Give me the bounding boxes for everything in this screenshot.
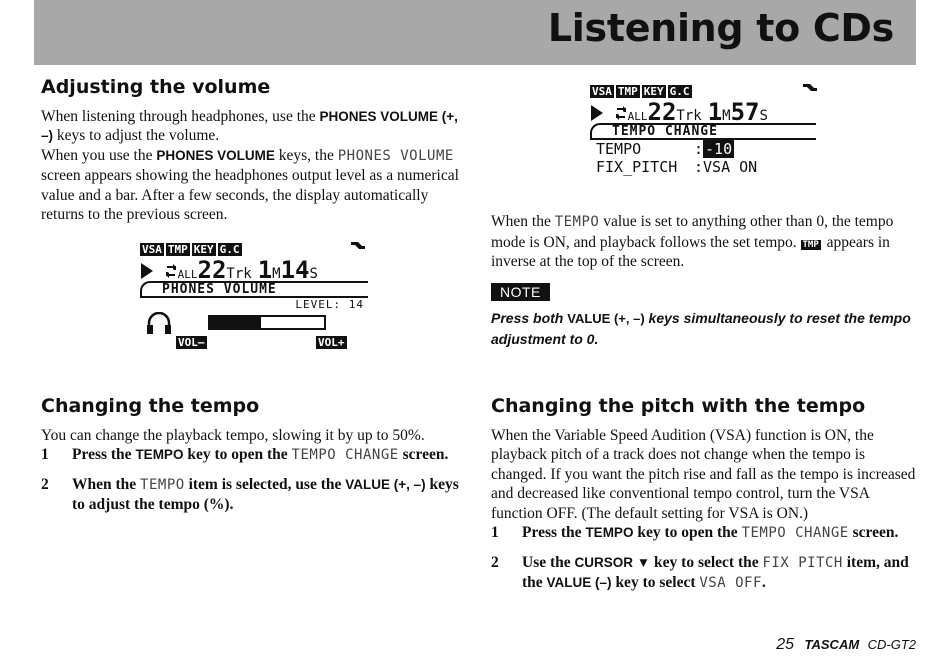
page-number: 25 (776, 636, 795, 653)
vol-plus-label: VOL+ (318, 336, 345, 349)
tempo-step-1: 1 Press the TEMPO key to open the TEMPO CHANGE screen. (41, 446, 449, 464)
tempo-heading: Changing the tempo (41, 395, 260, 417)
lcd-tab-tmp: TMP (167, 243, 188, 256)
volume-paragraph-1: When listening through headphones, use the PHONES VOLUME (+, –) keys to adjust the volume. (41, 107, 458, 145)
pitch-step-1: 1 Press the TEMPO key to open the TEMPO CHANGE screen. (491, 524, 899, 542)
lcd-tempo-row: TEMPO : -10 (596, 140, 733, 158)
level-bar-fill (210, 317, 261, 328)
lcd-tab-row (140, 238, 370, 257)
pitch-section (491, 395, 916, 593)
tempo-description (491, 212, 916, 272)
volume-heading: Adjusting the volume (41, 76, 271, 98)
vol-minus-label: VOL– (178, 336, 205, 349)
lcd-tab-vsa: VSA (592, 85, 612, 98)
play-icon (140, 262, 154, 280)
pitch-step-2: 2 Use the CURSOR ▼ key to select the FIX PITCH item, and the VALUE (–) key to select VSA OFF. (491, 554, 909, 592)
disc-icon (350, 239, 366, 251)
key-phones-volume: PHONES VOLUME (+, –) (41, 108, 458, 144)
repeat-icon (614, 105, 628, 121)
repeat-icon (164, 263, 178, 279)
phones-volume-lcd (140, 238, 370, 353)
tempo-intro: You can change the playback tempo, slowing it by up to 50%. (41, 426, 425, 444)
lcd-status-row: ALL22Trk 1M57S (590, 98, 822, 126)
pitch-heading: Changing the pitch with the tempo (491, 395, 866, 417)
lcd-status-row: ALL22Trk 1M14S (140, 256, 370, 284)
tempo-change-lcd (590, 80, 822, 180)
model-name: CD-GT2 (867, 637, 916, 652)
lcd-fix-pitch-row: FIX_PITCH :VSA ON (596, 158, 758, 176)
lcd-tab-row (590, 80, 822, 99)
tempo-section (41, 395, 463, 515)
lcd-tab-gc: G.C (669, 85, 690, 98)
lcd-tab-vsa: VSA (142, 243, 162, 256)
lcd-tab-tmp: TMP (617, 85, 638, 98)
disc-icon (802, 81, 818, 93)
lcd-tab-key: KEY (643, 85, 664, 98)
headphones-icon (146, 312, 172, 336)
volume-section (41, 76, 461, 225)
lcd-tab-gc: G.C (219, 243, 240, 256)
tempo-description-text: When the TEMPO value is set to anything other than 0, the tempo mode is ON, and playback follows the set tempo. TMP appears in inverse at the top of the screen. (491, 213, 894, 270)
tempo-step-2: 2 When the TEMPO item is selected, use the VALUE (+, –) keys to adjust the tempo (%). (41, 476, 459, 514)
lcd-tab-key: KEY (193, 243, 214, 256)
volume-paragraph-2: When you use the PHONES VOLUME keys, the PHONES VOLUME screen appears showing the headphones output level as a numerical value and a bar. After a few seconds, the display automatically returns to the previous screen. (41, 146, 459, 224)
lcd-screen-title: TEMPO CHANGE (590, 123, 816, 138)
lcd-screen-title: PHONES VOLUME (140, 281, 368, 296)
page-header-bar (34, 0, 916, 65)
page-footer (776, 636, 916, 654)
lcd-level-readout: LEVEL: 14 (295, 298, 364, 311)
page-title: Listening to CDs (547, 6, 894, 50)
play-icon (590, 104, 604, 122)
pitch-intro: When the Variable Speed Audition (VSA) function is ON, the playback pitch of a track does not change when the tempo is changed. If you want the pitch rise and fall as the tempo is increased and decreased like conventional tempo control, turn the VSA function OFF. (The default setting for VSA is ON.) (491, 426, 916, 522)
brand-name: TASCAM (804, 637, 860, 652)
note-badge: NOTE (491, 283, 550, 301)
note-text: Press both VALUE (+, –) keys simultaneously to reset the tempo adjustment to 0. (491, 310, 911, 347)
tempo-value-selected: -10 (705, 140, 733, 158)
level-bar-track (208, 315, 326, 330)
note-box (491, 283, 916, 349)
tmp-inverse-badge: TMP (802, 239, 819, 250)
